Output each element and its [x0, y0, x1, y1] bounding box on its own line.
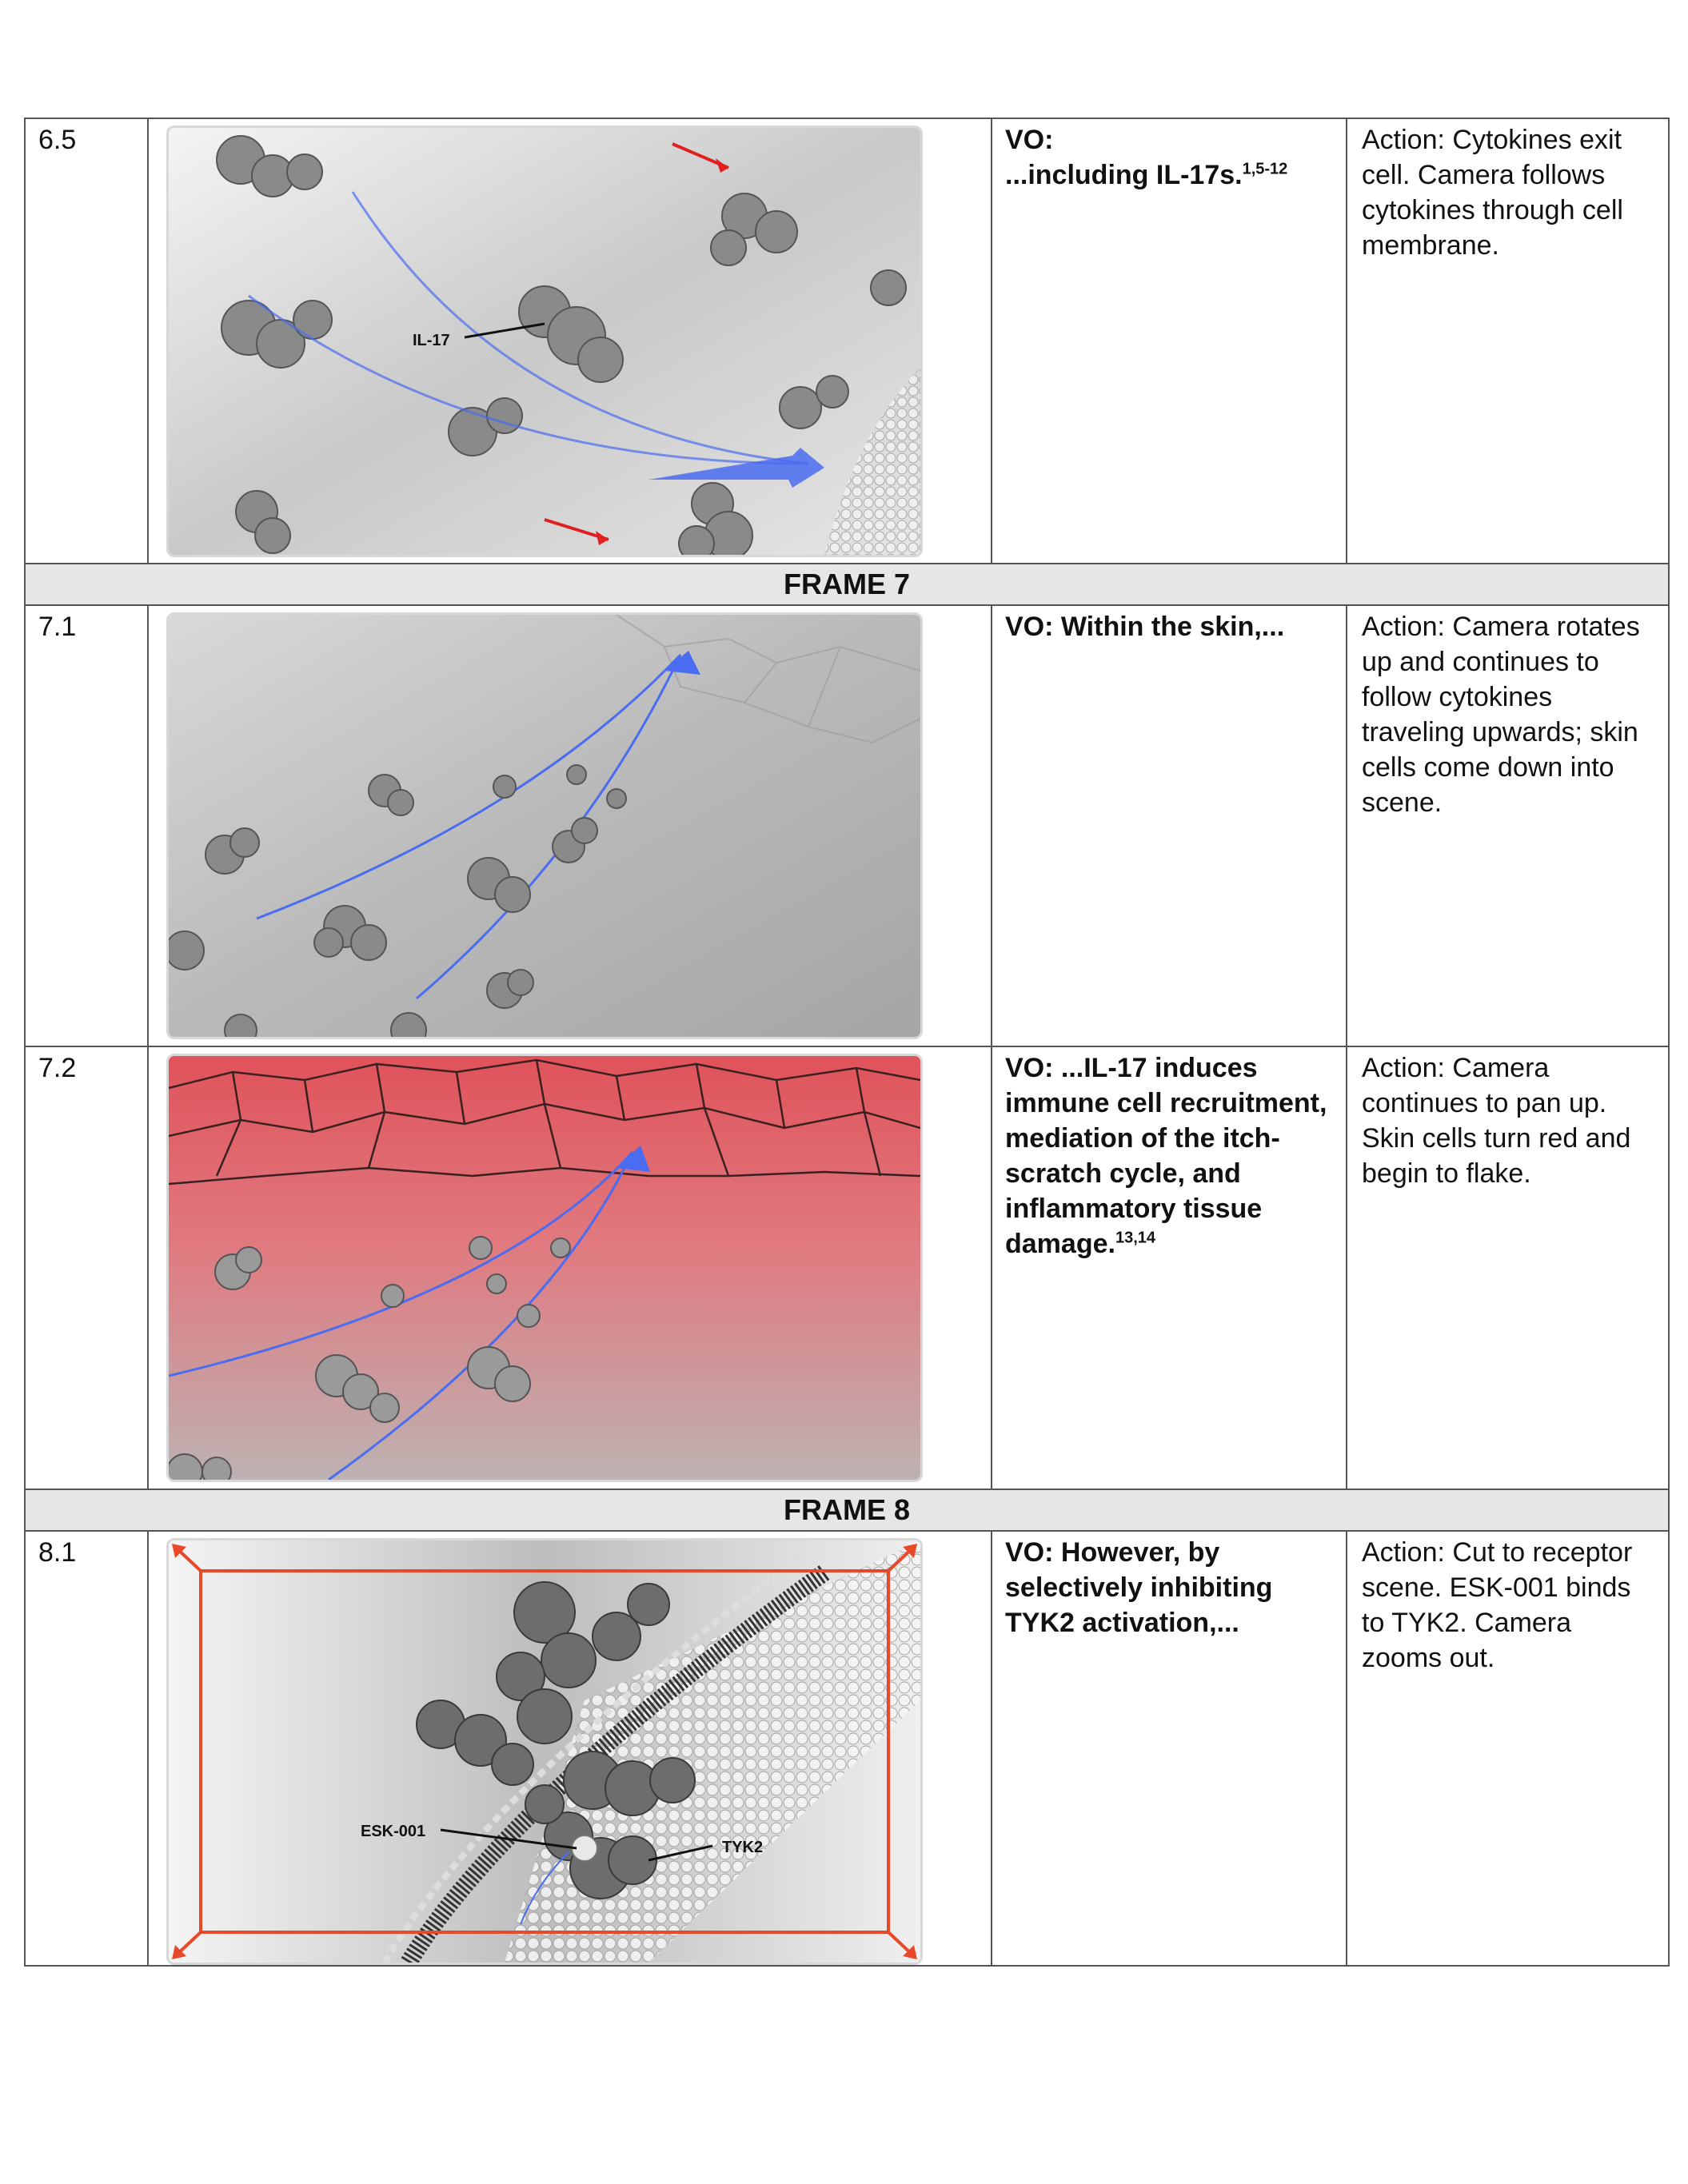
- storyboard-row: [25, 605, 1669, 1046]
- action-text: Action: Cut to receptor scene. ESK-001 binds to TYK2. Camera zooms out.: [1362, 1537, 1633, 1673]
- il17-label: IL-17: [413, 332, 450, 349]
- scene-image: [166, 1054, 923, 1482]
- scene-image: [166, 126, 923, 557]
- esk001-label: ESK-001: [361, 1823, 426, 1840]
- scene-number: 8.1: [38, 1537, 77, 1568]
- scene-number: 7.2: [38, 1053, 77, 1083]
- storyboard-row: [25, 1046, 1669, 1489]
- scene-number: 7.1: [38, 612, 77, 642]
- storyboard-table: [24, 118, 1670, 1967]
- action-text: Action: Cytokines exit cell. Camera follows cytokines through cell membrane.: [1362, 125, 1623, 261]
- scene-number: 6.5: [38, 125, 77, 155]
- frame-header: [25, 1489, 1669, 1531]
- frame-title: FRAME 7: [25, 564, 1669, 605]
- scene-image: [166, 1538, 923, 1965]
- storyboard-sheet: [24, 118, 1668, 1967]
- voiceover-text: VO: Within the skin,...: [1005, 612, 1285, 642]
- frame-title: FRAME 8: [25, 1489, 1669, 1531]
- voiceover-text: VO: ...including IL-17s.$^{1,5-12}$: [1005, 125, 1288, 190]
- storyboard-row: [25, 118, 1669, 564]
- action-text: Action: Camera continues to pan up. Skin cells turn red and begin to flake.: [1362, 1053, 1631, 1189]
- voiceover-text: VO: ...IL-17 induces immune cell recruitment, mediation of the itch-scratch cycle, and inflammatory tissue damage.$^{13,14}$: [1005, 1053, 1327, 1259]
- storyboard-row: [25, 1531, 1669, 1966]
- frame-header: [25, 564, 1669, 605]
- scene-image: [166, 612, 923, 1039]
- voiceover-text: VO: However, by selectively inhibiting TYK2 activation,...: [1005, 1537, 1273, 1638]
- action-text: Action: Camera rotates up and continues to follow cytokines traveling upwards; skin cells come down into scene.: [1362, 612, 1640, 818]
- tyk2-label: TYK2: [722, 1839, 764, 1856]
